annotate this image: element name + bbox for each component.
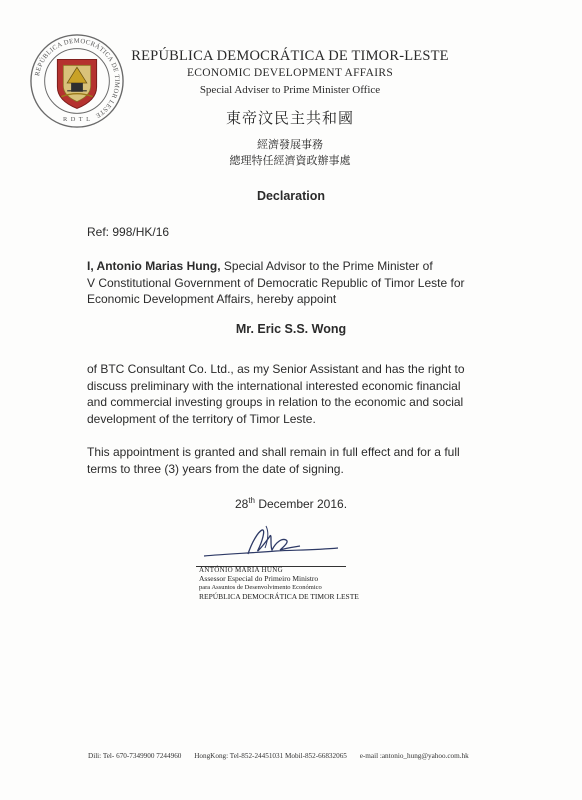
footer-hongkong-phone: HongKong: Tel-852-24451031 Mobil-852-66832065	[194, 752, 347, 760]
para2-line4: development of the territory of Timor Leste.	[87, 411, 316, 426]
signatory-country: REPÚBLICA DEMOCRÁTICA DE TIMOR LESTE	[199, 591, 359, 601]
footer-dili-phone: Dili: Tel- 670-7349900 7244960	[88, 752, 182, 760]
paragraph-appointment-role	[87, 361, 517, 427]
signature-block	[199, 566, 359, 601]
document-heading: Declaration	[256, 189, 326, 203]
handwritten-signature-icon	[196, 520, 346, 570]
coat-of-arms-seal-icon	[28, 32, 126, 130]
seal-ring-text: REPÚBLICA DEMOCRÁTICA DE TIMOR LESTE	[34, 37, 121, 120]
contact-footer	[88, 752, 548, 760]
letterhead-chinese-office: 總理特任經濟資政辦事處	[229, 154, 351, 167]
para3-line2: terms to three (3) years from the date of signing.	[87, 461, 344, 476]
para1-line1: Special Advisor to the Prime Minister of	[220, 259, 433, 273]
para2-line1: of BTC Consultant Co. Ltd., as my Senior Assistant and has the right to	[87, 362, 465, 376]
signatory-name: ANTÓNIO MARIA HUNG	[199, 566, 283, 574]
letterhead-chinese-dept: 經濟發展事務	[257, 138, 323, 151]
para3-line1: This appointment is granted and shall remain in full effect and for a full	[87, 445, 460, 459]
para1-line3: Economic Development Affairs, hereby appoint	[87, 292, 337, 306]
letterhead-title: REPÚBLICA DEMOCRÁTICA DE TIMOR-LESTE	[131, 48, 449, 64]
date-suffix: th	[248, 496, 255, 505]
letterhead-chinese-country: 東帝汶民主共和國	[225, 109, 354, 127]
paragraph-appointment-term	[87, 444, 517, 477]
signatory-role: Assessor Especial do Primeiro Ministro	[199, 574, 319, 583]
seal-bottom-text: R D T L	[62, 116, 92, 124]
signatory-department: para Assuntos de Desenvolvimento Económico	[199, 583, 322, 591]
para2-line3: and commercial investing groups in relation to the economic and social	[87, 395, 464, 409]
footer-email: e-mail :antonio_hung@yahoo.com.hk	[359, 752, 469, 760]
reference-number: Ref: 998/HK/16	[87, 225, 170, 239]
appointer-name: I, Antonio Marias Hung,	[87, 259, 221, 273]
signing-date	[0, 496, 582, 511]
appointee-name: Mr. Eric S.S. Wong	[235, 322, 347, 336]
letterhead-subtitle: ECONOMIC DEVELOPMENT AFFAIRS	[186, 67, 394, 79]
para2-line2: discuss preliminary with the international interested economic financial	[87, 378, 461, 393]
date-rest: December 2016.	[254, 497, 348, 511]
para1-line2: V Constitutional Government of Democratic Republic of Timor Leste for	[87, 275, 465, 290]
letterhead-office: Special Adviser to Prime Minister Office	[199, 84, 381, 96]
paragraph-appointment-intro	[87, 258, 517, 308]
date-day: 28	[234, 497, 249, 511]
